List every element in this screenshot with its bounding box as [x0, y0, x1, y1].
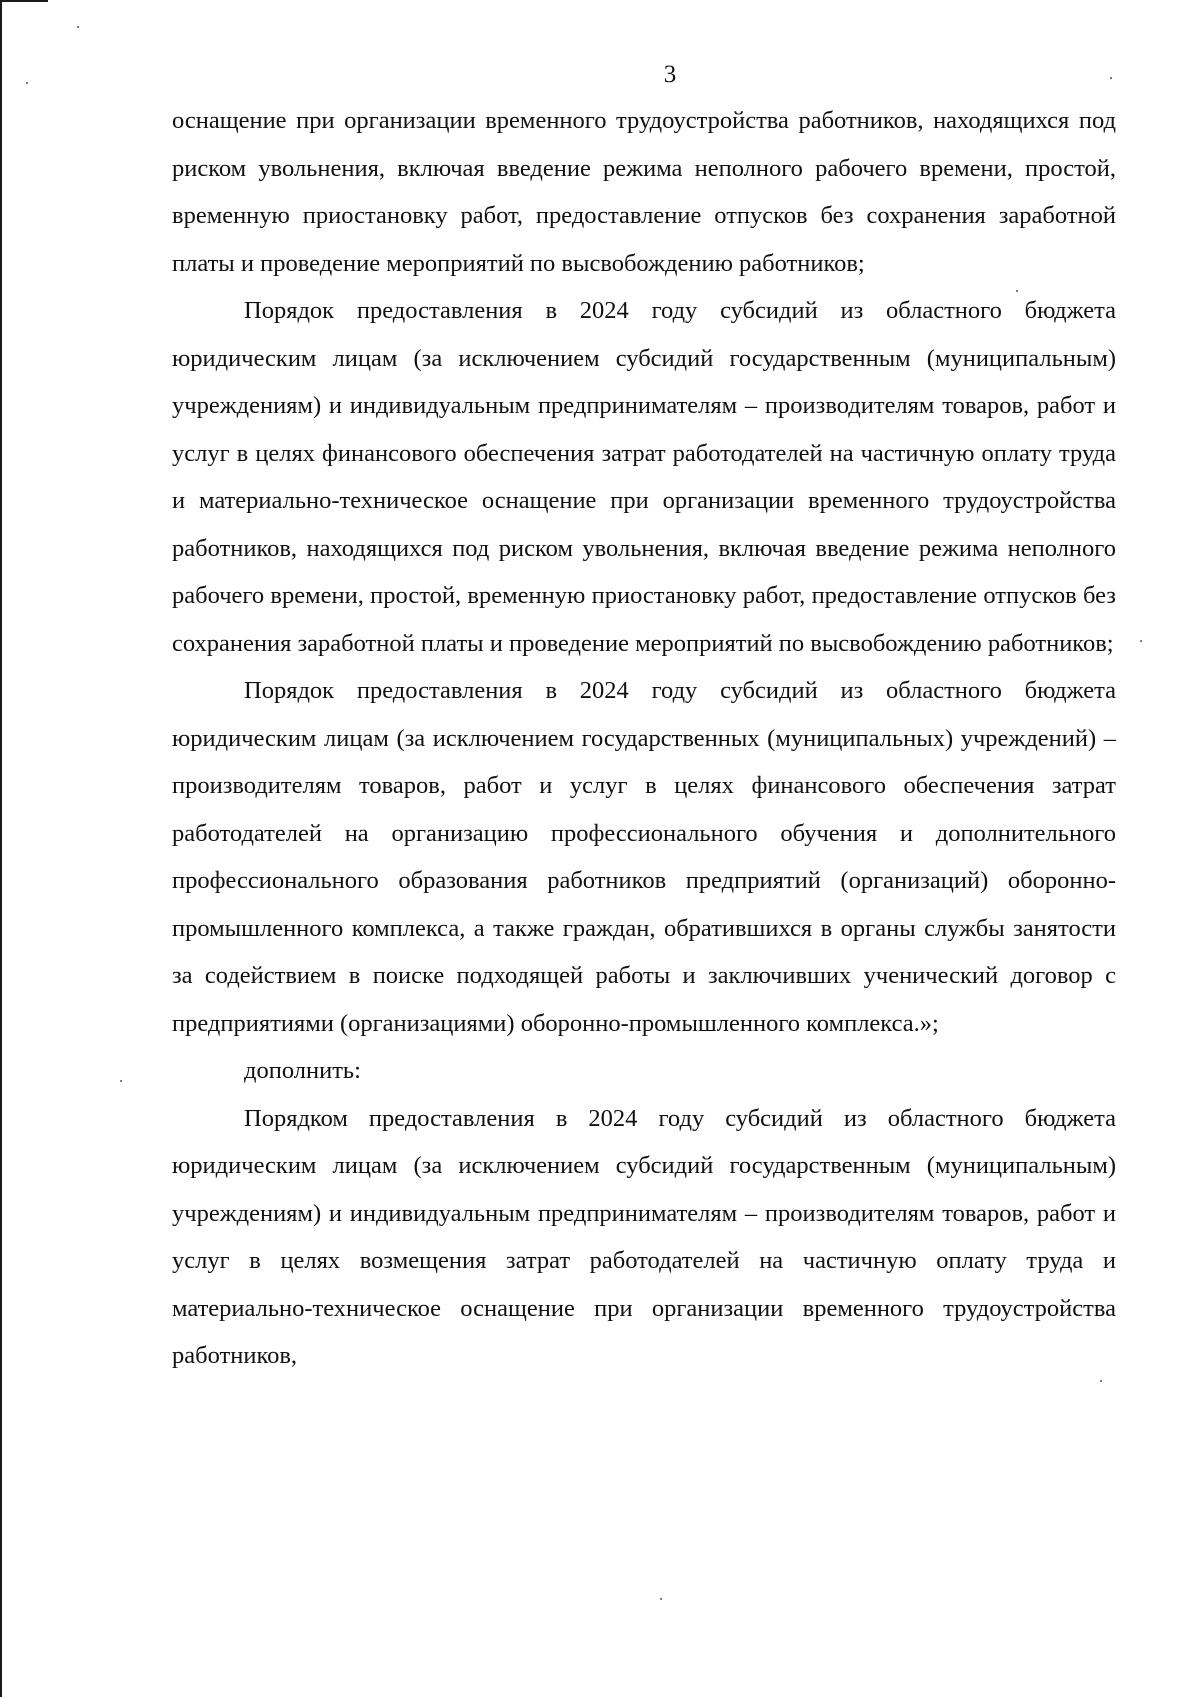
scan-speck — [77, 26, 79, 28]
paragraph-supplement: дополнить: — [244, 1057, 361, 1084]
top-corner-mark — [0, 0, 48, 2]
paragraph-procedure-3: Порядком предоставления в 2024 году субсидий из областного бюджета юридическим лицам (за исключением субсидий государственным (муниципальным) учреждениям) и индивидуальным предпринимателям – производителям товаров, работ и услуг в целях возмещения затрат работодателей на частичную оплату труда и материально-техническое оснащение при организации временного трудоустройства работников, — [172, 1104, 1116, 1369]
paragraph-procedure-1: Порядок предоставления в 2024 году субсидий из областного бюджета юридическим лицам (за исключением субсидий государственным (муниципальным) учреждениям) и индивидуальным предпринимателям – производителям товаров, работ и услуг в целях финансового обеспечения затрат работодателей на частичную оплату труда и материально-техническое оснащение при организации временного трудоустройства работников, находящихся под риском увольнения, включая введение режима неполного рабочего времени, простой, временную приостановку работ, предоставление отпусков без сохранения заработной платы и проведение мероприятий по высвобождению работников; — [172, 297, 1116, 657]
scan-speck — [1140, 640, 1142, 642]
paragraph-procedure-2: Порядок предоставления в 2024 году субсидий из областного бюджета юридическим лицам (за исключением государственных (муниципальных) учреждений) – производителям товаров, работ и услуг в целях финансового обеспечения затрат работодателей на организацию профессионального обучения и дополнительного профессионального образования работников предприятий (организаций) оборонно-промышленного комплекса, а также граждан, обратившихся в органы службы занятости за содействием в поиске подходящей работы и заключивших ученический договор с предприятиями (организациями) оборонно-промышленного комплекса.»; — [172, 677, 1116, 1037]
scan-speck — [26, 82, 28, 84]
scan-speck — [1110, 77, 1112, 79]
paragraph-continuation: оснащение при организации временного трудоустройства работников, находящихся под риском увольнения, включая введение режима неполного рабочего времени, простой, временную приостановку работ, предоставление отпусков без сохранения заработной платы и проведение мероприятий по высвобождению работников; — [172, 107, 1116, 277]
scan-speck — [1100, 1380, 1102, 1382]
scan-speck — [1016, 290, 1018, 292]
page-number: 3 — [663, 61, 677, 88]
document-body — [172, 97, 1116, 1380]
scan-speck — [660, 1598, 662, 1600]
left-page-edge — [0, 0, 2, 1697]
scan-speck — [120, 1080, 122, 1082]
